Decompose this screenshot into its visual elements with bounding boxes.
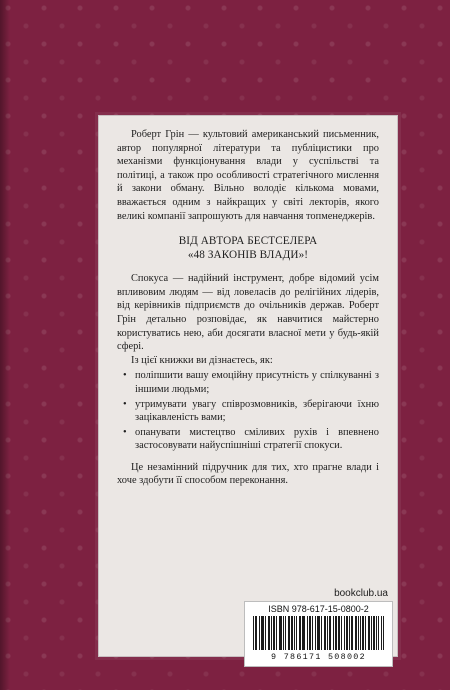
barcode-bar	[371, 616, 372, 650]
author-bio: Роберт Грін — культовий американський письменник, автор популярної літератури та публіцистики про механізми функціонування влади у суспільстві та політиці, а також про особливості стратегічного мислення й закони обману. Вільно володіє кількома мовами, вважається одним з найкращих у світі лекторів, якого великі компанії запрошують для навчання топменеджерів.	[117, 129, 379, 222]
barcode-bar	[256, 616, 257, 650]
headline-line-1: ВІД АВТОРА БЕСТСЕЛЕРА	[178, 235, 318, 248]
barcode-bar	[362, 616, 363, 650]
barcode-bar	[255, 616, 256, 650]
barcode-bar	[312, 616, 313, 650]
barcode-bar	[319, 616, 320, 650]
barcode-bar	[317, 616, 318, 650]
barcode-bar	[268, 616, 269, 650]
barcode-bar	[376, 616, 377, 650]
barcode-bar	[303, 616, 304, 650]
barcode-bar	[309, 616, 310, 650]
barcode-bar	[327, 616, 328, 650]
publisher-website: bookclub.ua	[334, 588, 388, 599]
barcode-bar	[368, 616, 369, 650]
barcode-bar	[333, 616, 334, 650]
barcode-bar	[381, 616, 382, 650]
barcode-bar	[365, 616, 366, 650]
barcode-bar	[307, 616, 308, 650]
barcode-bar	[292, 616, 293, 650]
barcode-bar	[261, 616, 262, 650]
barcode-bar	[378, 616, 379, 650]
barcode-bar	[291, 616, 292, 650]
barcode-bar	[358, 616, 359, 650]
barcode-bar	[341, 616, 342, 650]
barcode-block	[244, 601, 393, 667]
barcode-bar	[349, 616, 350, 650]
barcode-bar	[335, 616, 336, 650]
barcode-bar	[300, 616, 301, 650]
barcode-bar	[321, 616, 322, 650]
barcode-bar	[356, 616, 357, 650]
barcode-bar	[344, 616, 345, 650]
bestseller-headline	[117, 234, 379, 262]
barcode-bar	[338, 616, 339, 650]
barcode-bar	[294, 616, 295, 650]
barcode-bar	[318, 616, 319, 650]
barcode-bar	[262, 616, 263, 650]
barcode-bar	[352, 616, 353, 650]
barcode-bar	[339, 616, 340, 650]
barcode-bar	[347, 616, 348, 650]
barcode-bar	[253, 616, 254, 650]
barcode-bar	[329, 616, 330, 650]
barcode-bar	[355, 616, 356, 650]
barcode-bar	[265, 616, 266, 650]
barcode-bar	[276, 616, 277, 650]
barcode-bar	[296, 616, 297, 650]
barcode-bar	[373, 616, 374, 650]
barcode-bar	[299, 616, 300, 650]
closing-text: Це незамінний підручник для тих, хто прагне влади і хоче здобути її способом переконання.	[117, 461, 379, 487]
barcode-bar	[363, 616, 364, 650]
list-item: • утримувати увагу співрозмовників, зберігаючи їхню зацікавленість вами;	[123, 398, 379, 425]
barcode-bar	[325, 616, 326, 650]
barcode-digits: 9 786171 508002	[271, 652, 366, 662]
barcode-bar	[351, 616, 352, 650]
barcode-bars	[253, 616, 384, 650]
barcode-bar	[310, 616, 311, 650]
barcode-bar	[374, 616, 375, 650]
barcode-bar	[383, 616, 384, 650]
cover-text	[117, 128, 379, 488]
list-item: • опанувати мистецтво сміливих рухів і впевнено застосовувати найуспішніші стратегії спокуси.	[123, 426, 379, 453]
barcode-bar	[283, 616, 284, 650]
learn-intro: Із цієї книжки ви дізнаєтесь, як:	[131, 354, 273, 366]
barcode-bar	[273, 616, 274, 650]
barcode-bar	[360, 616, 361, 650]
barcode-bar	[285, 616, 286, 650]
barcode-bar	[302, 616, 303, 650]
barcode-bar	[280, 616, 281, 650]
barcode-bar	[324, 616, 325, 650]
benefits-list	[117, 369, 379, 453]
spine-shadow	[0, 0, 10, 690]
barcode-bar	[369, 616, 370, 650]
barcode-bar	[304, 616, 305, 650]
barcode-bar	[346, 616, 347, 650]
barcode-bar	[315, 616, 316, 650]
barcode-bar	[289, 616, 290, 650]
book-description: Спокуса — надійний інструмент, добре відомий усім впливовим людям — від ловеласів до релігійних лідерів, від керівників підприємств до очільників держав. Роберт Грін детально розповідає, як навчитися майстерно користуватись нею, аби досягати власної мети у будь-якій сфері.	[117, 273, 379, 353]
barcode-bar	[288, 616, 289, 650]
barcode-bar	[263, 616, 264, 650]
headline-line-2: «48 ЗАКОНІВ ВЛАДИ»!	[187, 249, 309, 262]
barcode-bar	[281, 616, 282, 650]
barcode-bar	[274, 616, 275, 650]
barcode-bar	[279, 616, 280, 650]
barcode-bar	[271, 616, 272, 650]
isbn-label: ISBN 978-617-15-0800-2	[268, 604, 369, 614]
list-item: • поліпшити вашу емоційну присутність у спілкуванні з іншими людьми;	[123, 369, 379, 396]
barcode-bar	[269, 616, 270, 650]
barcode-bar	[336, 616, 337, 650]
barcode-bar	[330, 616, 331, 650]
barcode-bar	[259, 616, 260, 650]
